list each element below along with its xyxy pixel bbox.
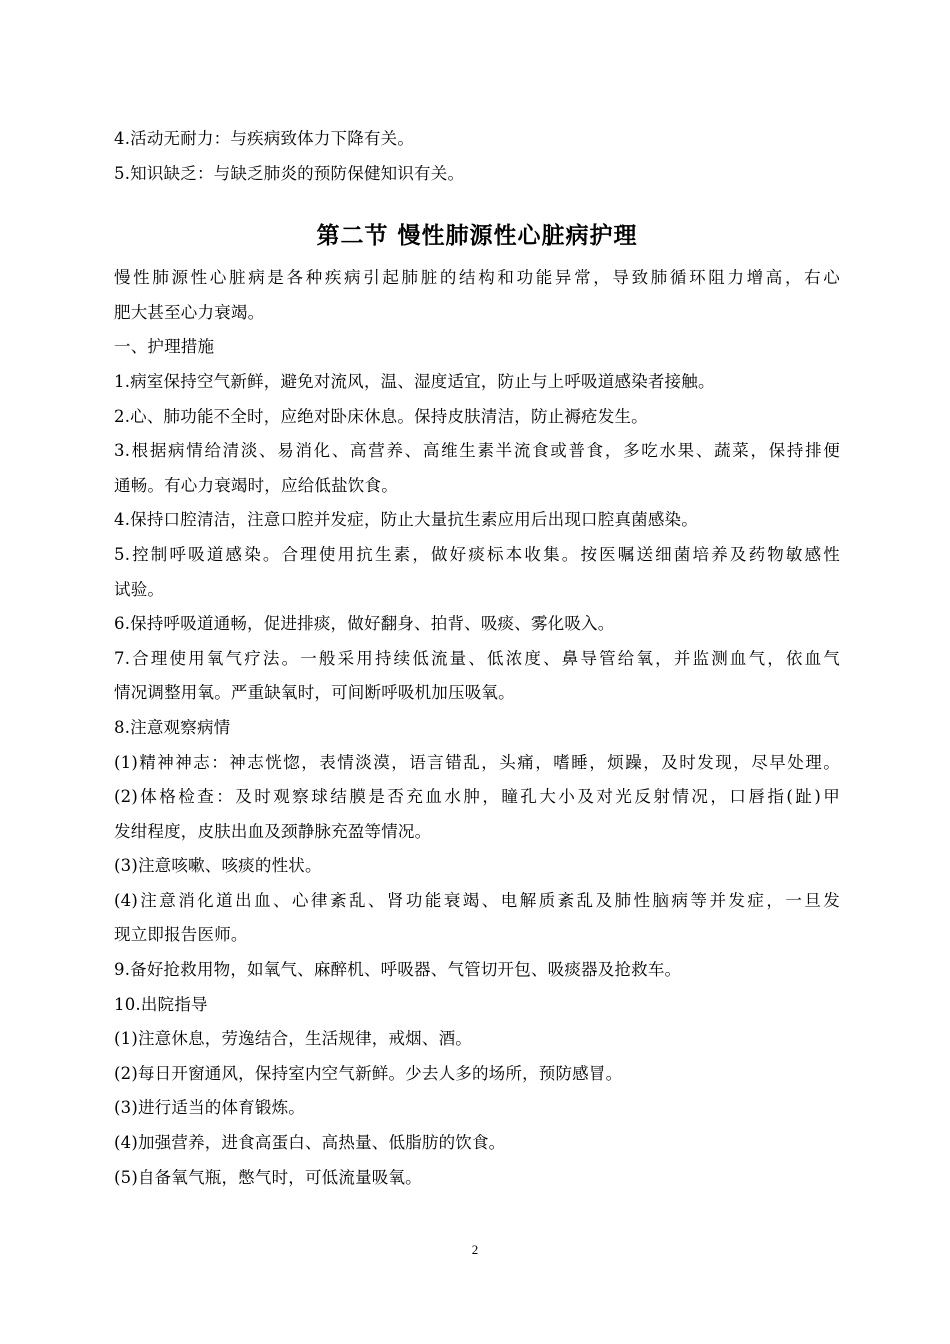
text-line: 8.注意观察病情 [114, 717, 231, 737]
text-line: (1)注意休息，劳逸结合，生活规律，戒烟、酒。 [114, 1029, 472, 1049]
intro-block [114, 122, 840, 191]
text-line: (3)进行适当的体育锻炼。 [114, 1098, 305, 1118]
text-line: 3.根据病情给清淡、易消化、高营养、高维生素半流食或普食，多吃水果、蔬菜，保持排便 [114, 441, 840, 461]
text-line: 发绀程度，皮肤出血及颈静脉充盈等情况。 [114, 821, 432, 841]
page-number: 2 [471, 1242, 479, 1257]
text-line: 2.心、肺功能不全时，应绝对卧床休息。保持皮肤清洁，防止褥疮发生。 [114, 406, 648, 426]
text-line: 慢性肺源性心脏病是各种疾病引起肺脏的结构和功能异常，导致肺循环阻力增高，右心 [114, 268, 840, 288]
text-line: 7.合理使用氧气疗法。一般采用持续低流量、低浓度、鼻导管给氧，并监测血气，依血气 [114, 648, 840, 668]
text-line: (1)精神神志：神志恍惚，表情淡漠，语言错乱，头痛，嗜睡，烦躁，及时发现，尽早处理。 [114, 752, 840, 772]
text-line: (2)体格检查：及时观察球结膜是否充血水肿，瞳孔大小及对光反射情况，口唇指(趾)甲 [114, 787, 840, 807]
text-line: 4.保持口腔清洁，注意口腔并发症，防止大量抗生素应用后出现口腔真菌感染。 [114, 510, 698, 530]
text-line: (5)自备氧气瓶，憋气时，可低流量吸氧。 [114, 1167, 422, 1187]
text-line: (2)每日开窗通风，保持室内空气新鲜。少去人多的场所，预防感冒。 [114, 1063, 623, 1083]
text-line: 肥大甚至心力衰竭。 [114, 302, 265, 322]
text-line: 现立即报告医师。 [114, 925, 248, 945]
text-line: 试验。 [114, 579, 165, 599]
text-line: (4)加强营养，进食高蛋白、高热量、低脂肪的饮食。 [114, 1133, 506, 1153]
text-line: 10.出院指导 [114, 994, 208, 1014]
intro-line: 4.活动无耐力：与疾病致体力下降有关。 [114, 129, 415, 148]
text-line: 通畅。有心力衰竭时，应给低盐饮食。 [114, 475, 398, 495]
text-line: (4)注意消化道出血、心律紊乱、肾功能衰竭、电解质紊乱及肺性脑病等并发症，一旦发 [114, 890, 840, 910]
text-line: 一、护理措施 [114, 337, 215, 357]
text-line: 情况调整用氧。严重缺氧时，可间断呼吸机加压吸氧。 [114, 683, 515, 703]
text-line: 6.保持呼吸道通畅，促进排痰，做好翻身、拍背、吸痰、雾化吸入。 [114, 614, 615, 634]
section-body [114, 261, 840, 1195]
text-line: 1.病室保持空气新鲜，避免对流风，温、湿度适宜，防止与上呼吸道感染者接触。 [114, 371, 715, 391]
intro-line: 5.知识缺乏：与缺乏肺炎的预防保健知识有关。 [114, 163, 465, 183]
text-line: 9.备好抢救用物，如氧气、麻醉机、呼吸器、气管切开包、吸痰器及抢救车。 [114, 960, 682, 980]
text-line: (3)注意咳嗽、咳痰的性状。 [114, 856, 322, 876]
section-title: 第二节 慢性肺源性心脏病护理 [316, 223, 638, 250]
page-content [114, 122, 840, 1195]
text-line: 5.控制呼吸道感染。合理使用抗生素，做好痰标本收集。按医嘱送细菌培养及药物敏感性 [114, 544, 840, 564]
